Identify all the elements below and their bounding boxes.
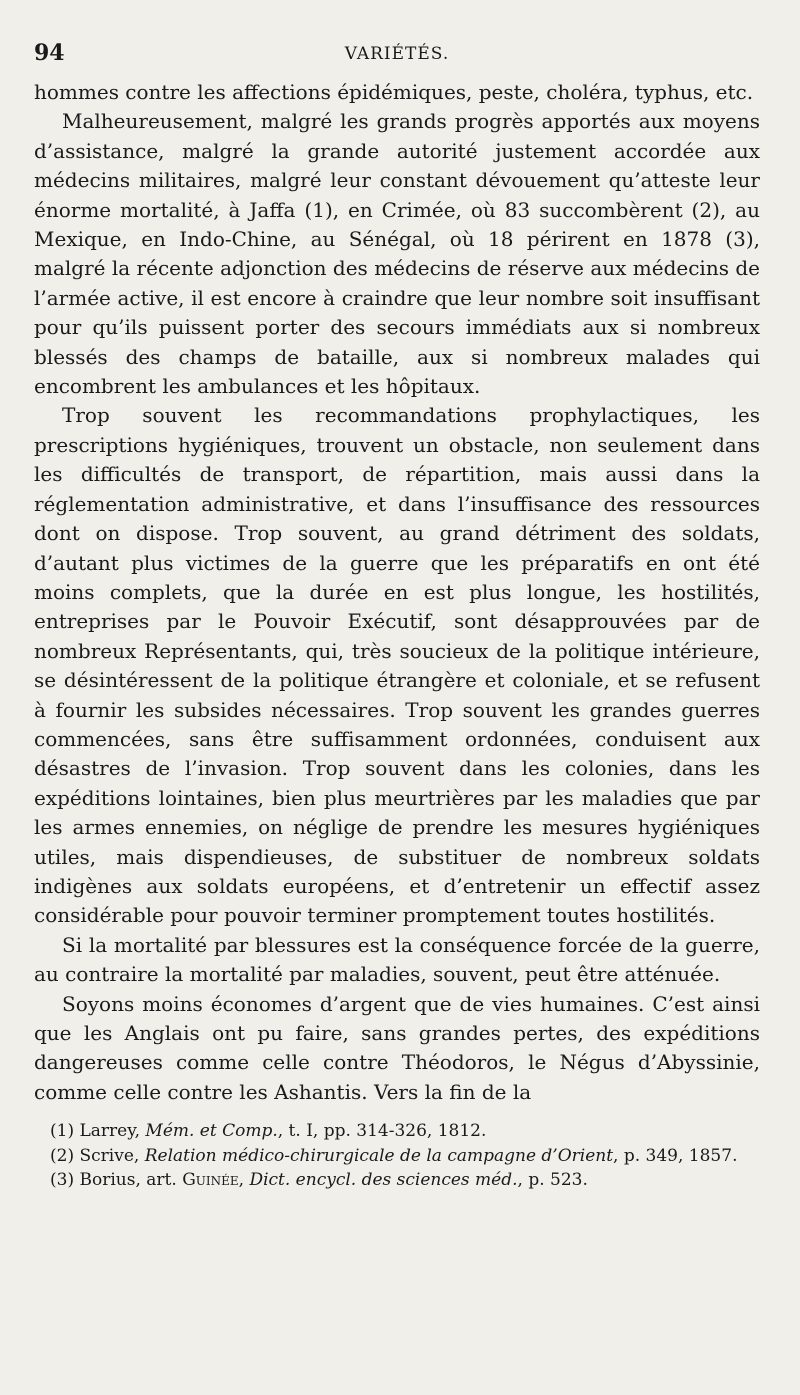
paragraph: Trop souvent les recommandations prophylactiques, les prescriptions hygiéniques, trouvent un obstacle, non seulement dans les difficultés de transport, de répartition, mais aussi dans la réglementation administrative, et dans l’insuffisance des ressources dont on dispose. Trop souvent, au grand détriment des soldats, d’autant plus victimes de la guerre que les préparatifs en ont été moins complets, que la durée en est plus longue, les hostilités, entreprises par le Pouvoir Exécutif, sont désapprouvées par de nombreux Représentants, qui, très soucieux de la politique intérieure, se désintéressent de la politique étrangère et coloniale, et se refusent à fournir les subsides nécessaires. Trop souvent les grandes guerres commencées, sans être suffisamment ordonnées, conduisent aux désastres de l’invasion. Trop souvent dans les colonies, dans les expéditions lointaines, bien plus meurtrières par les maladies que par les armes ennemies, on néglige de prendre les mesures hygiéniques utiles, mais dispendieuses, de substituer de nombreux soldats indigènes aux soldats européens, et d’entretenir un effectif assez considérable pour pouvoir terminer promptement toutes hostilités. xyxy=(34,403,760,928)
footnote-2: (2) Scrive, Relation médico-chirurgicale de la campagne d’Orient, p. 349, 1857. xyxy=(50,1145,738,1166)
paragraph: Si la mortalité par blessures est la conséquence forcée de la guerre, au contraire la mortalité par maladies, souvent, peut être atténuée. xyxy=(34,932,760,987)
paragraph-continued: hommes contre les affections épidémiques, peste, choléra, typhus, etc. xyxy=(34,80,754,104)
paragraph: Soyons moins économes d’argent que de vies humaines. C’est ainsi que les Anglais ont pu faire, sans grandes pertes, des expéditions dangereuses comme celle contre Théodoros, le Négus d’Abyssinie, comme celle contre les Ashantis. Vers la fin de la xyxy=(34,991,760,1104)
footnote-1: (1) Larrey, Mém. et Comp., t. I, pp. 314-326, 1812. xyxy=(50,1121,487,1142)
footnotes xyxy=(34,1119,760,1193)
body-text xyxy=(34,78,760,1107)
paragraph: Malheureusement, malgré les grands progrès apportés aux moyens d’assistance, malgré la grande autorité justement accordée aux médecins militaires, malgré leur constant dévouement qu’atteste leur énorme mortalité, à Jaffa (1), en Crimée, où 83 succombèrent (2), au Mexique, en Indo-Chine, au Sénégal, où 18 périrent en 1878 (3), malgré la récente adjonction des médecins de réserve aux médecins de l’armée active, il est encore à craindre que leur nombre soit insuffisant pour qu’ils puissent porter des secours immédiats aux si nombreux blessés des champs de bataille, aux si nombreux malades qui encombrent les ambulances et les hôpitaux. xyxy=(34,109,760,399)
running-title: VARIÉTÉS. xyxy=(344,44,450,64)
running-header xyxy=(34,38,760,78)
footnote-3: (3) Borius, art. Guinée, Dict. encycl. des sciences méd., p. 523. xyxy=(50,1170,588,1191)
page-number: 94 xyxy=(34,40,65,66)
